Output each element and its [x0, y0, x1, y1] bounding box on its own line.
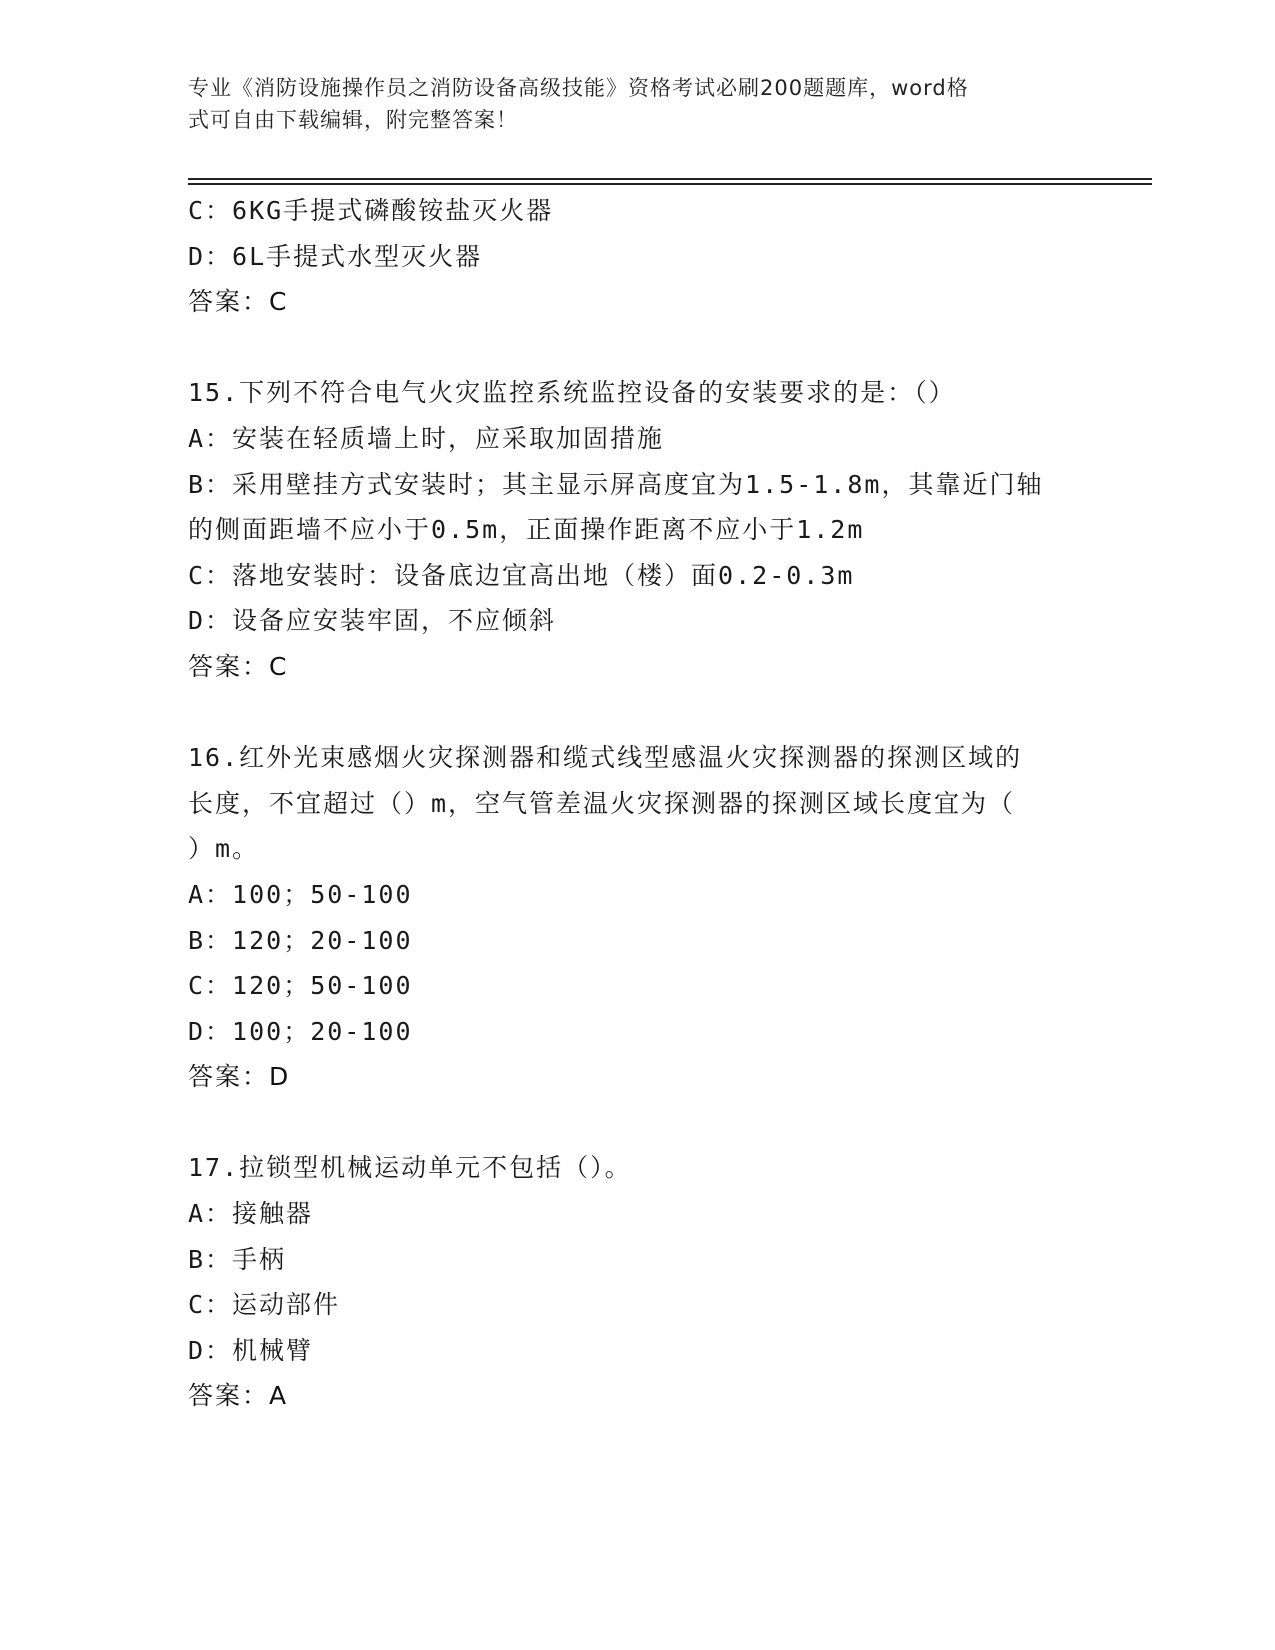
question-stem-line-2: 长度，不宜超过（）m，空气管差温火灾探测器的探测区域长度宜为（: [188, 788, 1016, 818]
answer: 答案：A: [188, 1381, 289, 1411]
option-b-line-1: B：采用壁挂方式安装时；其主显示屏高度宜为1.5-1.8m，其靠近门轴: [188, 469, 1044, 499]
spacer: [188, 325, 1088, 371]
option-b: B：手柄: [188, 1244, 287, 1274]
spacer: [188, 690, 1088, 736]
option-c: C：落地安装时：设备底边宜高出地（楼）面0.2-0.3m: [188, 560, 855, 590]
header-divider-bottom: [188, 183, 1152, 185]
option-a: A：安装在轻质墙上时，应采取加固措施: [188, 423, 665, 453]
question-14-continuation: [188, 188, 1088, 325]
question-17: [188, 1145, 1088, 1419]
question-stem-line-3: ）m。: [188, 834, 260, 864]
answer: 答案：C: [188, 651, 289, 681]
answer: 答案：D: [188, 1062, 291, 1092]
document-header: [188, 72, 1068, 136]
option-c: C：运动部件: [188, 1290, 341, 1320]
answer: 答案：C: [188, 287, 289, 317]
option-c: C：120；50-100: [188, 971, 413, 1001]
spacer: [188, 1100, 1088, 1146]
question-list: [188, 188, 1088, 1419]
header-line-2: 式可自由下载编辑，附完整答案！: [188, 108, 518, 132]
question-stem-line-1: 16.红外光束感烟火灾探测器和缆式线型感温火灾探测器的探测区域的: [188, 743, 1023, 773]
option-a: A：接触器: [188, 1199, 314, 1229]
question-stem: 17.拉锁型机械运动单元不包括（）。: [188, 1153, 632, 1183]
header-divider-top: [188, 178, 1152, 180]
option-c: C：6KG手提式磷酸铵盐灭火器: [188, 196, 554, 225]
question-16: [188, 735, 1088, 1100]
option-d: D：100；20-100: [188, 1016, 413, 1046]
option-b-line-2: 的侧面距墙不应小于0.5m，正面操作距离不应小于1.2m: [188, 515, 865, 545]
option-a: A：100；50-100: [188, 879, 413, 909]
option-d: D：设备应安装牢固，不应倾斜: [188, 606, 557, 636]
option-d: D：6L手提式水型灭火器: [188, 241, 483, 271]
question-stem: 15.下列不符合电气火灾监控系统监控设备的安装要求的是：（）: [188, 378, 956, 408]
option-b: B：120；20-100: [188, 925, 413, 955]
question-15: [188, 370, 1088, 689]
header-line-1: 专业《消防设施操作员之消防设备高级技能》资格考试必刷200题题库，word格: [188, 76, 969, 100]
option-d: D：机械臂: [188, 1335, 314, 1365]
